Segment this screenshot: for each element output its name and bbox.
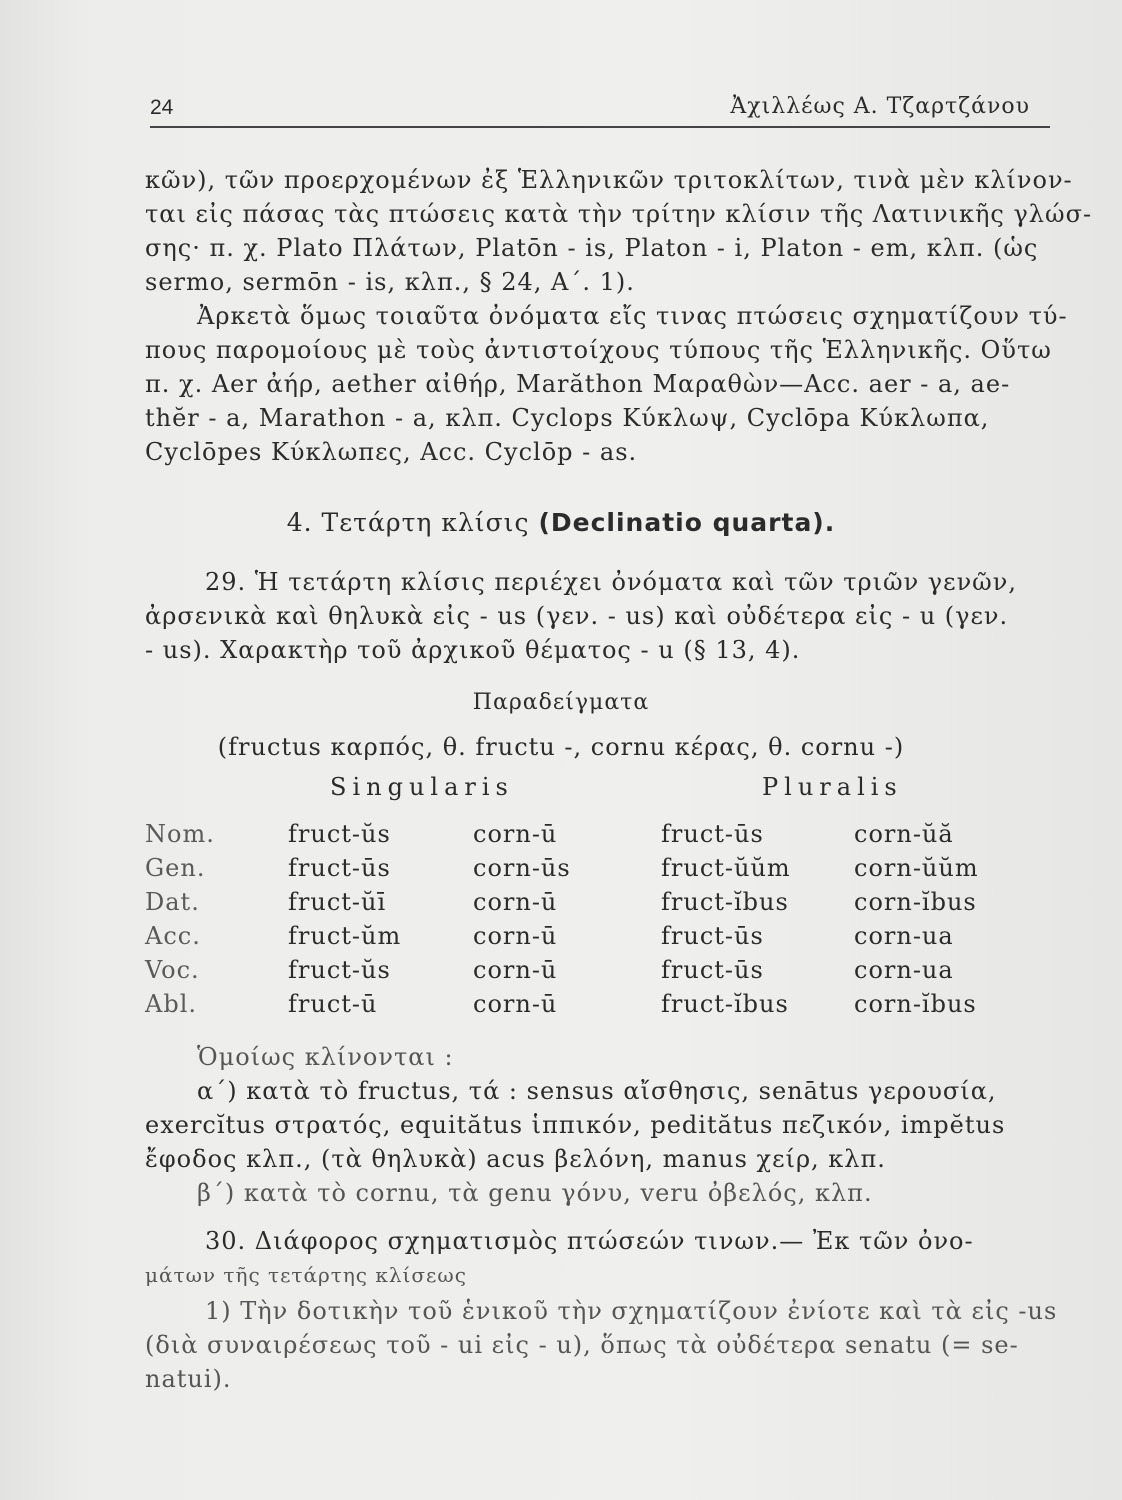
text-line: (διὰ συναιρέσεως τοῦ - ui εἰς - u), ὅπως τὰ οὐδέτερα senatu (= se- xyxy=(145,1331,1019,1359)
cell-fructus-singular: fruct-ŭs xyxy=(288,956,391,984)
text-line: ἀρσενικὰ καὶ θηλυκὰ εἰς - us (γεν. - us) καὶ οὐδέτερα εἰς - u (γεν. xyxy=(145,602,1009,630)
running-head-author: Ἀχιλλέως Α. Τζαρτζάνου xyxy=(730,94,1030,119)
cell-cornu-singular: corn-ū xyxy=(473,956,558,984)
text-line: natui). xyxy=(145,1365,232,1393)
cell-cornu-singular: corn-ūs xyxy=(473,854,571,882)
case-label: Voc. xyxy=(145,956,200,984)
cell-fructus-plural: fruct-ūs xyxy=(661,922,764,950)
text-line: sermo, sermōn - is, κλπ., § 24, Α΄. 1). xyxy=(145,268,635,296)
case-label: Gen. xyxy=(145,854,206,882)
text-line: Cyclōpes Κύκλωπες, Acc. Cyclōp - as. xyxy=(145,438,638,466)
running-head xyxy=(150,92,1050,128)
paragraph-greek-forms xyxy=(145,299,1068,469)
case-label: Dat. xyxy=(145,888,200,916)
examples-heading: Παραδείγματα xyxy=(472,690,650,715)
cell-cornu-singular: corn-ū xyxy=(473,888,558,916)
table-row xyxy=(145,820,1025,854)
cell-cornu-plural: corn-ŭŭm xyxy=(854,854,979,882)
paragraph-30 xyxy=(145,1224,1045,1292)
similar-declension-block xyxy=(145,1040,1045,1210)
cell-fructus-singular: fruct-ŭī xyxy=(288,888,387,916)
cell-fructus-singular: fruct-ŭs xyxy=(288,820,391,848)
table-row xyxy=(145,922,1025,956)
cell-fructus-plural: fruct-ūs xyxy=(661,820,764,848)
section-heading-latin: (Declinatio quarta). xyxy=(538,508,836,537)
text-line: 1) Τὴν δοτικὴν τοῦ ἑνικοῦ τὴν σχηματίζουν ἐνίοτε καὶ τὰ εἰς -us xyxy=(205,1297,1058,1325)
paragraph-continuation xyxy=(145,163,1093,299)
cell-cornu-singular: corn-ū xyxy=(473,820,558,848)
table-row xyxy=(145,854,1025,888)
text-line: σης· π. χ. Plato Πλάτων, Platōn - is, Platon - i, Platon - em, κλπ. (ὡς xyxy=(145,234,1039,262)
cell-cornu-plural: corn-ua xyxy=(854,956,954,984)
cell-fructus-plural: fruct-ŭŭm xyxy=(661,854,791,882)
cell-cornu-singular: corn-ū xyxy=(473,922,558,950)
cell-cornu-plural: corn-ua xyxy=(854,922,954,950)
text-line: exercĭtus στρατός, equitătus ἱππικόν, peditătus πεζικόν, impĕtus xyxy=(145,1111,1006,1139)
table-row xyxy=(145,990,1025,1024)
cell-fructus-singular: fruct-ū xyxy=(288,990,378,1018)
text-line: ἔφοδος κλπ., (τὰ θηλυκὰ) acus βελόνη, manus χείρ, κλπ. xyxy=(145,1145,886,1173)
section-heading xyxy=(0,508,1122,537)
paragraph-30-1 xyxy=(145,1294,1058,1396)
table-row xyxy=(145,956,1025,990)
text-line: Ἀρκετὰ ὅμως τοιαῦτα ὀνόματα εἴς τινας πτώσεις σχηματίζουν τύ- xyxy=(197,302,1068,330)
cell-fructus-singular: fruct-ūs xyxy=(288,854,391,882)
text-line: 29. Ἡ τετάρτη κλίσις περιέχει ὀνόματα καὶ τῶν τριῶν γενῶν, xyxy=(205,568,1017,596)
cell-cornu-plural: corn-ŭă xyxy=(854,820,954,848)
text-line: ται εἰς πάσας τὰς πτώσεις κατὰ τὴν τρίτην κλίσιν τῆς Λατινικῆς γλώσ- xyxy=(145,200,1093,228)
column-head-pluralis: Pluralis xyxy=(762,773,903,801)
page-number: 24 xyxy=(150,96,174,119)
declension-table xyxy=(145,820,1025,1024)
case-label: Acc. xyxy=(145,922,201,950)
text-line: 30. Διάφορος σχηματισμὸς πτώσεών τινων.— Ἐκ τῶν ὀνο- xyxy=(205,1227,974,1255)
examples-subtitle: (fructus καρπός, θ. fructu -, cornu κέρας, θ. cornu -) xyxy=(217,733,905,761)
cell-cornu-singular: corn-ū xyxy=(473,990,558,1018)
table-row xyxy=(145,888,1025,922)
text-line: πους παρομοίους μὲ τοὺς ἀντιστοίχους τύπους τῆς Ἑλληνικῆς. Οὕτω xyxy=(145,336,1052,364)
cell-cornu-plural: corn-ĭbus xyxy=(854,888,977,916)
section-heading-greek: 4. Τετάρτη κλίσις xyxy=(286,508,530,537)
text-line: thĕr - a, Marathon - a, κλπ. Cyclops Κύκλωψ, Cyclōpa Κύκλωπα, xyxy=(145,404,990,432)
text-line: π. χ. Aer ἀήρ, aether αἰθήρ, Marăthon Μαραθὼν—Acc. aer - a, ae- xyxy=(145,370,1011,398)
similar-label: Ὁμοίως κλίνονται : xyxy=(197,1043,454,1071)
cell-fructus-plural: fruct-ĭbus xyxy=(661,888,789,916)
case-label: Nom. xyxy=(145,820,215,848)
cell-fructus-plural: fruct-ĭbus xyxy=(661,990,789,1018)
case-label: Abl. xyxy=(145,990,197,1018)
cell-cornu-plural: corn-ĭbus xyxy=(854,990,977,1018)
cell-fructus-plural: fruct-ūs xyxy=(661,956,764,984)
text-line: α΄) κατὰ τὸ fructus, τά : sensus αἴσθησις, senātus γερουσία, xyxy=(197,1077,997,1105)
paragraph-29 xyxy=(145,565,1045,667)
text-line: β΄) κατὰ τὸ cornu, τὰ genu γόνυ, veru ὀβελός, κλπ. xyxy=(197,1179,873,1207)
text-line: μάτων τῆς τετάρτης κλίσεως xyxy=(145,1263,467,1287)
cell-fructus-singular: fruct-ŭm xyxy=(288,922,402,950)
text-line: - us). Χαρακτὴρ τοῦ ἀρχικοῦ θέματος - u (§ 13, 4). xyxy=(145,636,801,664)
text-line: κῶν), τῶν προερχομένων ἐξ Ἑλληνικῶν τριτοκλίτων, τινὰ μὲν κλίνον- xyxy=(145,166,1073,194)
column-head-singularis: Singularis xyxy=(330,773,514,801)
